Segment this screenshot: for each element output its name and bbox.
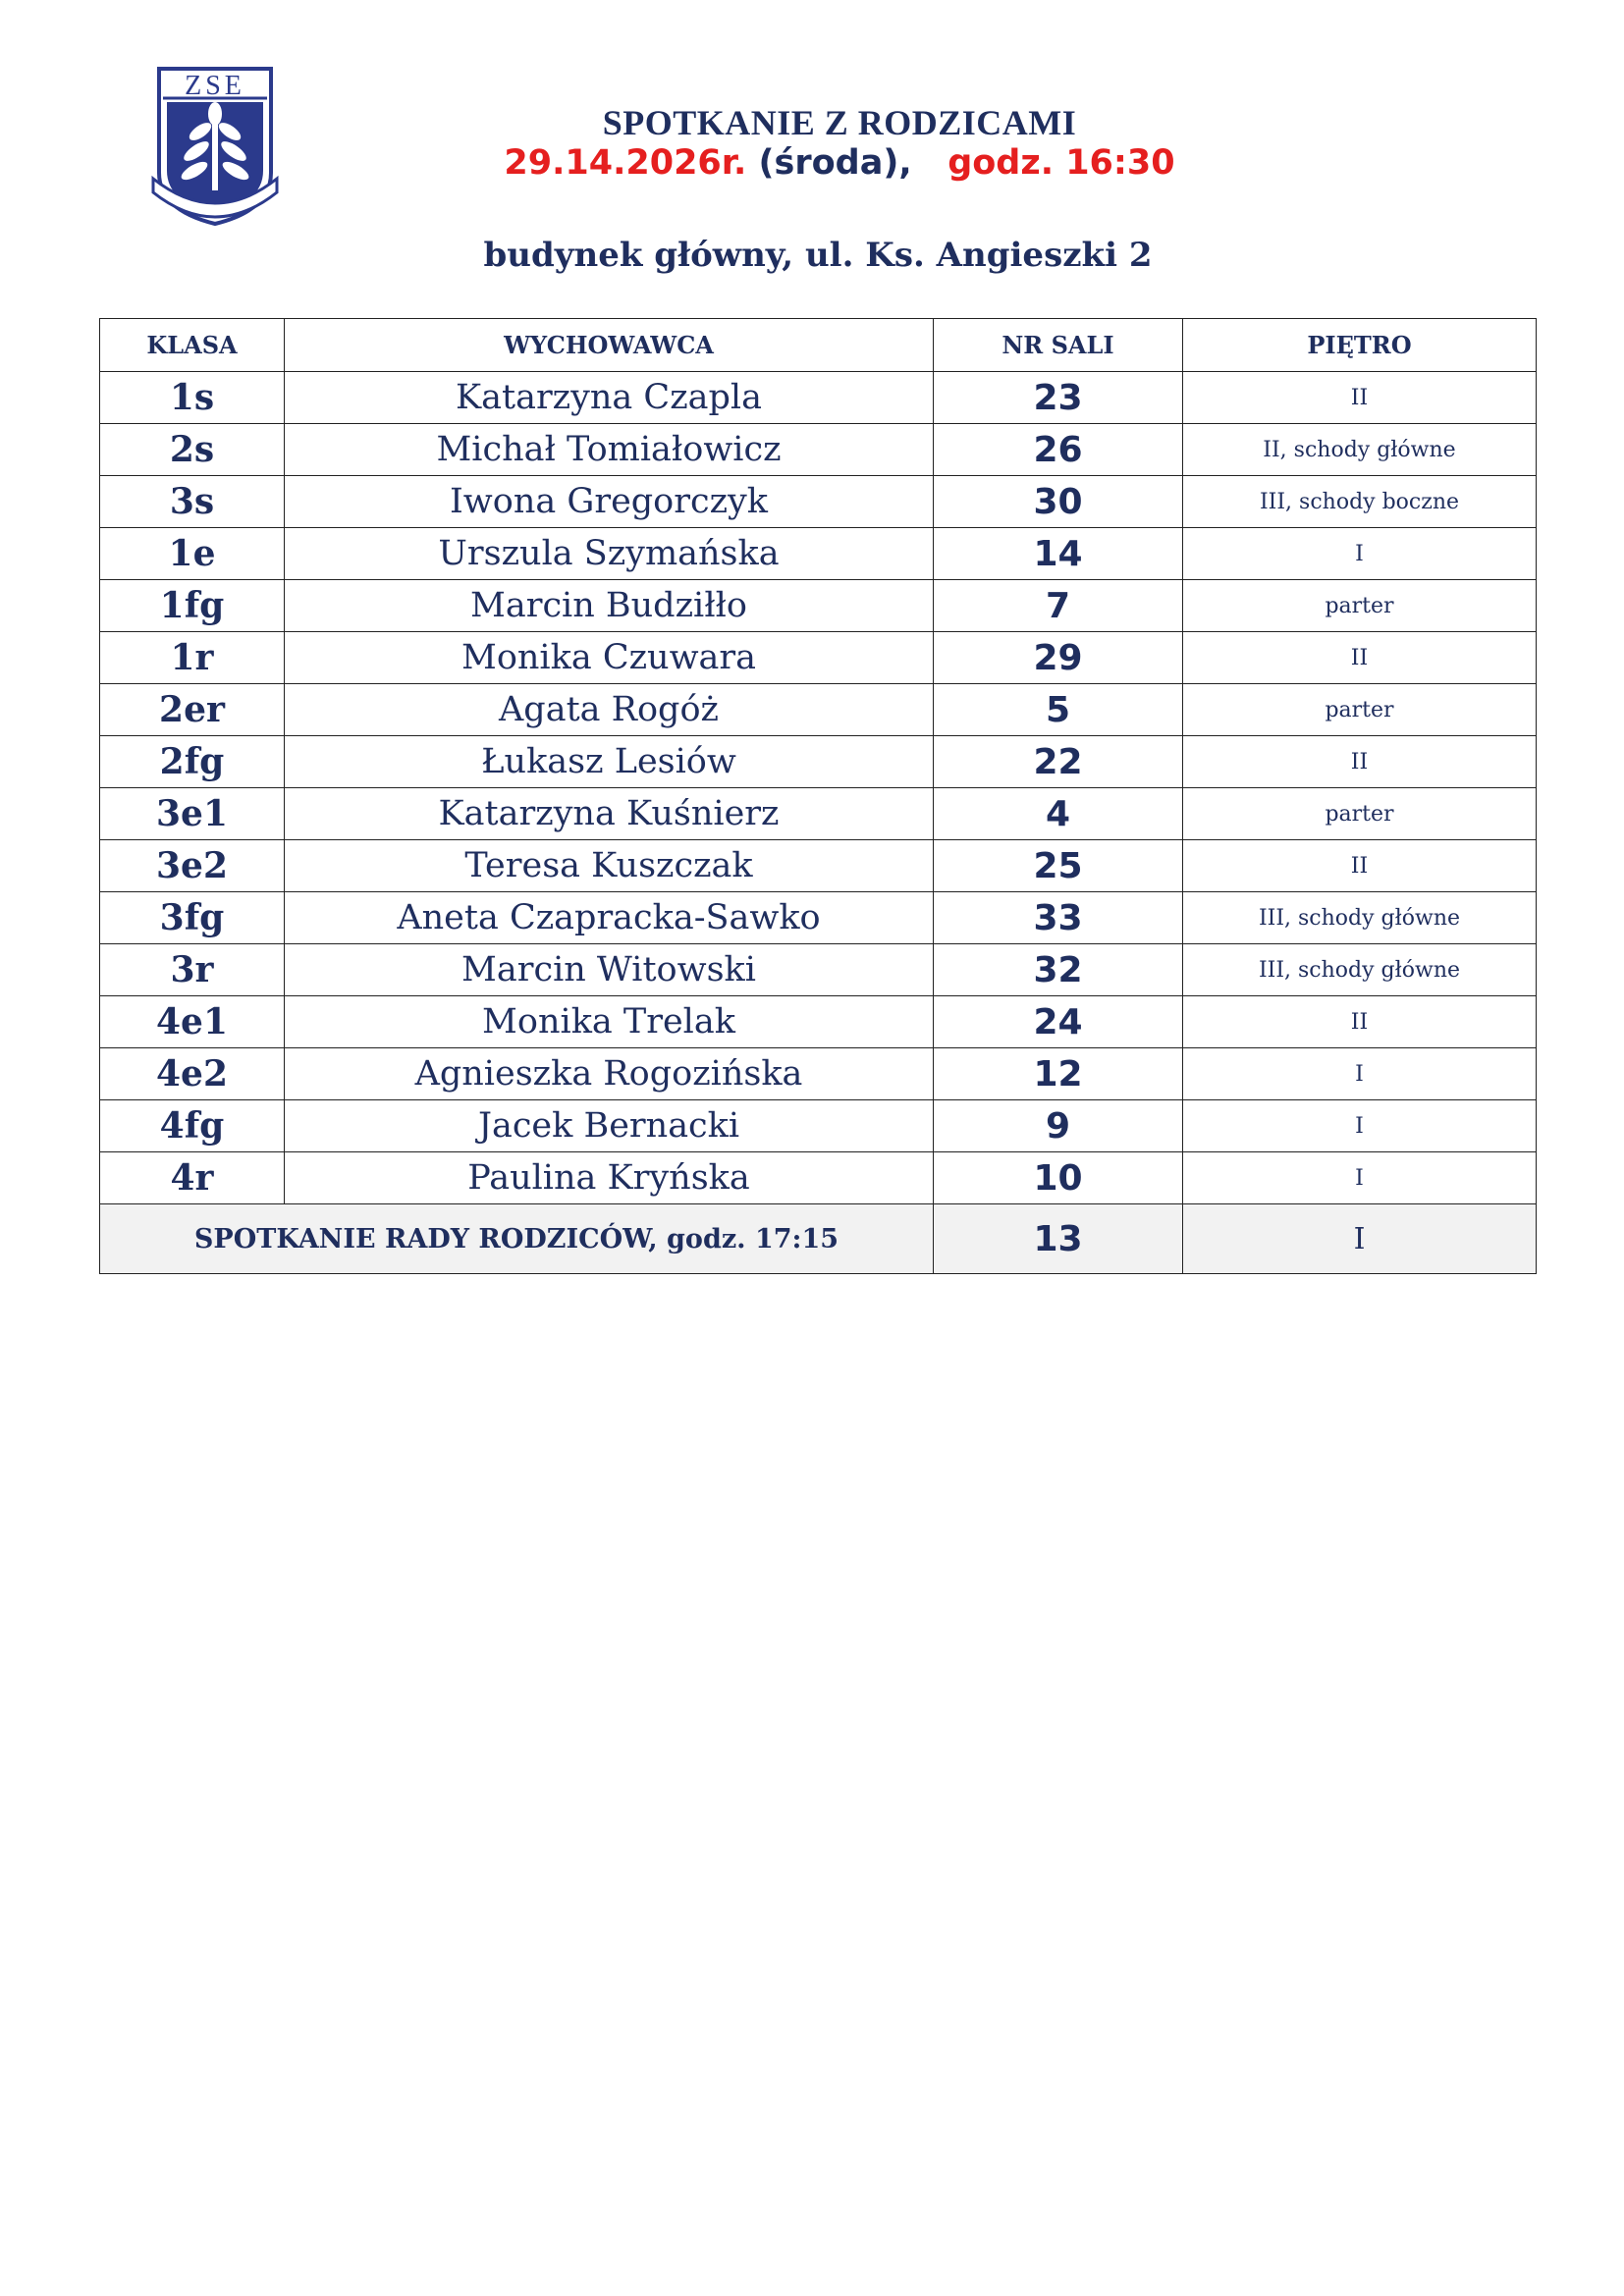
floor-cell: I <box>1183 1100 1537 1152</box>
teacher-cell: Michał Tomiałowicz <box>285 424 934 476</box>
teacher-cell: Agnieszka Rogozińska <box>285 1048 934 1100</box>
room-cell: 23 <box>934 372 1183 424</box>
class-cell: 4e1 <box>100 996 285 1048</box>
floor-cell: parter <box>1183 788 1537 840</box>
room-cell: 5 <box>934 684 1183 736</box>
floor-cell: II <box>1183 372 1537 424</box>
teacher-cell: Aneta Czapracka-Sawko <box>285 892 934 944</box>
floor-cell: II <box>1183 736 1537 788</box>
class-cell: 4fg <box>100 1100 285 1152</box>
floor-cell: parter <box>1183 580 1537 632</box>
floor-cell: II <box>1183 840 1537 892</box>
teacher-cell: Katarzyna Kuśnierz <box>285 788 934 840</box>
floor-cell: II, schody główne <box>1183 424 1537 476</box>
table-row <box>100 892 1537 944</box>
room-cell: 32 <box>934 944 1183 996</box>
table-row <box>100 528 1537 580</box>
teacher-cell: Marcin Witowski <box>285 944 934 996</box>
table-row <box>100 632 1537 684</box>
floor-cell: I <box>1183 528 1537 580</box>
column-header-klasa: KLASA <box>100 319 285 372</box>
floor-cell: III, schody główne <box>1183 892 1537 944</box>
parents-council-label: SPOTKANIE RADY RODZICÓW, godz. 17:15 <box>100 1204 934 1274</box>
building-address: budynek główny, ul. Ks. Angieszki 2 <box>483 236 1153 275</box>
room-cell: 14 <box>934 528 1183 580</box>
teacher-cell: Iwona Gregorczyk <box>285 476 934 528</box>
room-cell: 26 <box>934 424 1183 476</box>
parents-council-room: 13 <box>934 1204 1183 1274</box>
teacher-cell: Agata Rogóż <box>285 684 934 736</box>
table-row <box>100 996 1537 1048</box>
class-cell: 3e1 <box>100 788 285 840</box>
class-cell: 1r <box>100 632 285 684</box>
page-title: SPOTKANIE Z RODZICAMI <box>602 103 1077 142</box>
class-cell: 4e2 <box>100 1048 285 1100</box>
floor-cell: III, schody boczne <box>1183 476 1537 528</box>
floor-cell: parter <box>1183 684 1537 736</box>
teacher-cell: Monika Trelak <box>285 996 934 1048</box>
table-header-row <box>100 319 1537 372</box>
meeting-date: 29.14.2026r. <box>504 143 747 183</box>
class-cell: 3e2 <box>100 840 285 892</box>
floor-cell: III, schody główne <box>1183 944 1537 996</box>
class-cell: 2s <box>100 424 285 476</box>
room-cell: 29 <box>934 632 1183 684</box>
teacher-cell: Paulina Kryńska <box>285 1152 934 1204</box>
teacher-cell: Monika Czuwara <box>285 632 934 684</box>
class-cell: 4r <box>100 1152 285 1204</box>
parents-council-floor: I <box>1183 1204 1537 1274</box>
floor-cell: II <box>1183 632 1537 684</box>
class-cell: 1fg <box>100 580 285 632</box>
room-cell: 25 <box>934 840 1183 892</box>
class-cell: 2er <box>100 684 285 736</box>
table-row <box>100 372 1537 424</box>
room-cell: 12 <box>934 1048 1183 1100</box>
meeting-time: godz. 16:30 <box>947 143 1175 183</box>
teacher-cell: Jacek Bernacki <box>285 1100 934 1152</box>
room-cell: 22 <box>934 736 1183 788</box>
table-row <box>100 1152 1537 1204</box>
table-row <box>100 684 1537 736</box>
table-row <box>100 788 1537 840</box>
teacher-cell: Teresa Kuszczak <box>285 840 934 892</box>
logo-text: ZSE <box>185 71 245 101</box>
room-cell: 4 <box>934 788 1183 840</box>
room-cell: 9 <box>934 1100 1183 1152</box>
class-cell: 3s <box>100 476 285 528</box>
teacher-cell: Łukasz Lesiów <box>285 736 934 788</box>
floor-cell: I <box>1183 1152 1537 1204</box>
room-cell: 33 <box>934 892 1183 944</box>
class-cell: 3r <box>100 944 285 996</box>
table-row <box>100 476 1537 528</box>
teacher-cell: Marcin Budziłło <box>285 580 934 632</box>
floor-cell: I <box>1183 1048 1537 1100</box>
table-row <box>100 424 1537 476</box>
table-row <box>100 736 1537 788</box>
column-header-pietro: PIĘTRO <box>1183 319 1537 372</box>
table-row <box>100 1100 1537 1152</box>
room-cell: 7 <box>934 580 1183 632</box>
meeting-day: (środa), <box>758 143 912 183</box>
class-cell: 3fg <box>100 892 285 944</box>
class-cell: 1e <box>100 528 285 580</box>
table-row <box>100 580 1537 632</box>
floor-cell: II <box>1183 996 1537 1048</box>
table-row <box>100 1048 1537 1100</box>
teacher-cell: Katarzyna Czapla <box>285 372 934 424</box>
room-cell: 10 <box>934 1152 1183 1204</box>
meeting-date-line <box>27 143 1624 183</box>
table-row <box>100 944 1537 996</box>
class-cell: 2fg <box>100 736 285 788</box>
table-row <box>100 840 1537 892</box>
teacher-cell: Urszula Szymańska <box>285 528 934 580</box>
meeting-schedule-table <box>99 318 1537 1274</box>
column-header-nr-sali: NR SALI <box>934 319 1183 372</box>
parents-council-row <box>100 1204 1537 1274</box>
column-header-wychowawca: WYCHOWAWCA <box>285 319 934 372</box>
class-cell: 1s <box>100 372 285 424</box>
room-cell: 24 <box>934 996 1183 1048</box>
room-cell: 30 <box>934 476 1183 528</box>
